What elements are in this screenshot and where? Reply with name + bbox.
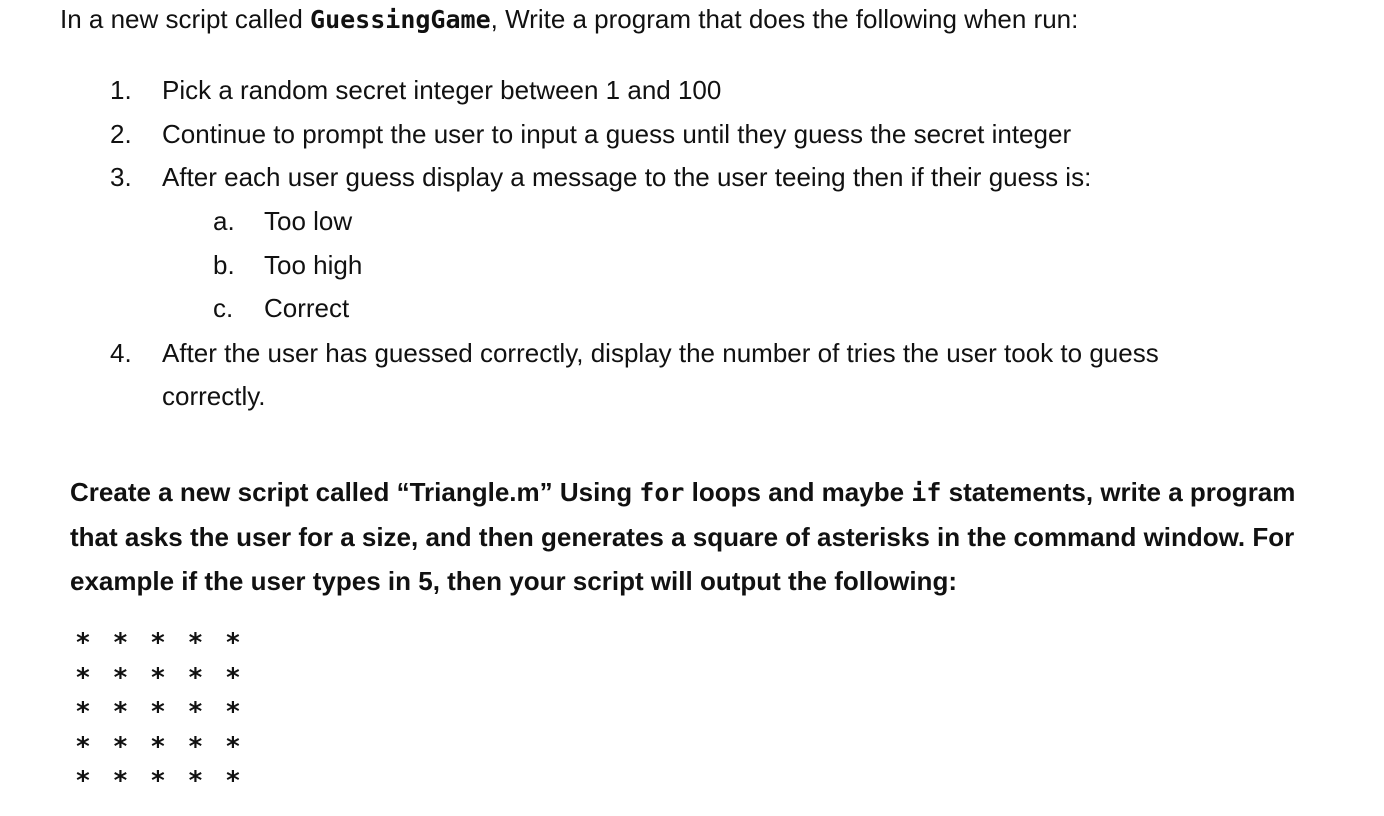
intro-paragraph bbox=[60, 2, 1078, 37]
substep-text: Too low bbox=[264, 206, 353, 236]
asterisk: * bbox=[187, 697, 204, 727]
triangle-instructions bbox=[70, 470, 1370, 603]
step-text: Pick a random secret integer between 1 and 100 bbox=[162, 75, 722, 105]
asterisk: * bbox=[75, 766, 91, 796]
asterisk: * bbox=[225, 697, 241, 727]
step-text: After the user has guessed correctly, display the number of tries the user took to guess bbox=[162, 338, 1159, 368]
asterisk: * bbox=[75, 731, 91, 762]
asterisk: * bbox=[112, 628, 129, 658]
asterisk: * bbox=[112, 697, 129, 727]
asterisk: * bbox=[150, 628, 166, 658]
intro-text-before: In a new script called bbox=[60, 4, 311, 34]
asterisk: * bbox=[225, 628, 241, 658]
asterisk: * bbox=[225, 766, 241, 796]
asterisk: * bbox=[75, 662, 91, 693]
substep-letter: c. bbox=[213, 293, 234, 323]
asterisk: * bbox=[75, 697, 91, 727]
asterisk: * bbox=[112, 766, 129, 796]
script-name-code: GuessingGame bbox=[310, 5, 491, 34]
asterisk: * bbox=[150, 766, 166, 796]
asterisk: * bbox=[150, 697, 166, 727]
asterisk: * bbox=[187, 731, 204, 762]
step-number: 2. bbox=[110, 119, 132, 149]
step-text: Continue to prompt the user to input a guess until they guess the secret integer bbox=[162, 119, 1072, 149]
triangle-line-1 bbox=[70, 470, 1370, 515]
triangle-text-c: statements, write a program bbox=[941, 477, 1296, 507]
substep-text: Correct bbox=[264, 293, 350, 323]
triangle-line-3: example if the user types in 5, then your script will output the following: bbox=[70, 566, 957, 596]
intro-text-after: , Write a program that does the following when run: bbox=[490, 4, 1079, 34]
asterisk: * bbox=[112, 662, 129, 693]
if-keyword-code: if bbox=[911, 478, 942, 507]
triangle-text-b: loops and maybe bbox=[684, 477, 912, 507]
step-number: 3. bbox=[110, 162, 132, 192]
asterisk: * bbox=[225, 662, 241, 693]
asterisk: * bbox=[187, 662, 204, 693]
asterisk: * bbox=[112, 731, 129, 762]
substep-text: Too high bbox=[264, 250, 363, 280]
step-text: After each user guess display a message to the user teeing then if their guess is: bbox=[162, 162, 1092, 192]
asterisk: * bbox=[225, 731, 241, 762]
triangle-line-2: that asks the user for a size, and then generates a square of asterisks in the command window. For bbox=[70, 522, 1295, 552]
step-text-continued: correctly. bbox=[162, 381, 266, 411]
asterisk: * bbox=[187, 628, 204, 658]
asterisk: * bbox=[150, 731, 166, 762]
substep-letter: b. bbox=[213, 250, 235, 280]
substep-letter: a. bbox=[213, 206, 235, 236]
triangle-text-a: Create a new script called “Triangle.m” Using bbox=[70, 477, 640, 507]
step-number: 1. bbox=[110, 75, 132, 105]
step-number: 4. bbox=[110, 338, 132, 368]
asterisk: * bbox=[75, 628, 91, 658]
for-keyword-code: for bbox=[639, 478, 685, 507]
asterisk: * bbox=[187, 766, 204, 796]
asterisk: * bbox=[150, 662, 166, 693]
